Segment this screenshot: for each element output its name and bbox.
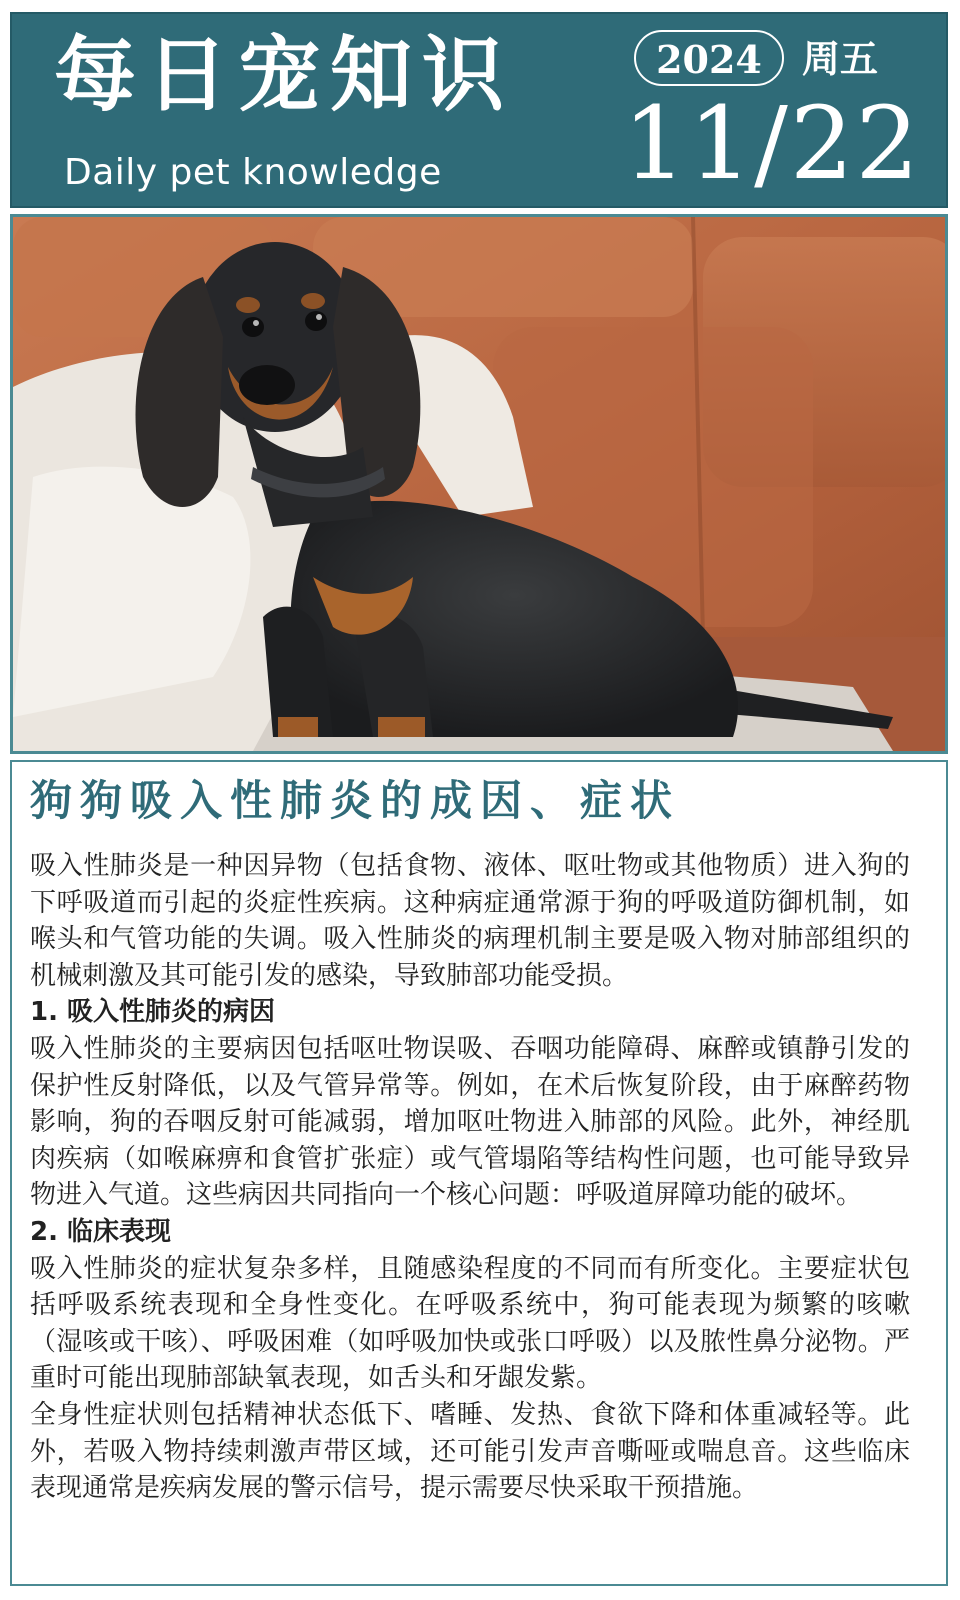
article-panel (10, 760, 948, 1586)
article-body (30, 848, 910, 1507)
dog-photo (10, 214, 948, 754)
year-badge: 2024 (634, 30, 784, 86)
article-title: 狗狗吸入性肺炎的成因、症状 (30, 776, 681, 825)
causes-paragraph: 吸入性肺炎的主要病因包括呕吐物误吸、吞咽功能障碍、麻醉或镇静引发的保护性反射降低，以及气管异常等。例如，在术后恢复阶段，由于麻醉药物影响，狗的吞咽反射可能减弱，增加呕吐物进入肺部的风险。此外，神经肌肉疾病（如喉麻痹和食管扩张症）或气管塌陷等结构性问题，也可能导致异物进入气道。这些病因共同指向一个核心问题：呼吸道屏障功能的破坏。 (30, 1033, 910, 1211)
date-label: 11/22 (622, 85, 922, 202)
dachshund-illustration (13, 217, 945, 751)
weekday-label: 周五 (802, 37, 879, 81)
section-heading-symptoms: 2. 临床表现 (30, 1216, 172, 1247)
section-heading-causes: 1. 吸入性肺炎的病因 (30, 997, 276, 1028)
symptoms-paragraph-2: 全身性症状则包括精神状态低下、嗜睡、发热、食欲下降和体重减轻等。此外，若吸入物持续刺激声带区域，还可能引发声音嘶哑或喘息音。这些临床表现通常是疾病发展的警示信号，提示需要尽快采取干预措施。 (30, 1399, 910, 1504)
intro-paragraph: 吸入性肺炎是一种因异物（包括食物、液体、呕吐物或其他物质）进入狗的下呼吸道而引起的炎症性疾病。这种病症通常源于狗的呼吸道防御机制，如喉头和气管功能的失调。吸入性肺炎的病理机制主要是吸入物对肺部组织的机械刺激及其可能引发的感染，导致肺部功能受损。 (30, 851, 910, 991)
symptoms-paragraph-1: 吸入性肺炎的症状复杂多样，且随感染程度的不同而有所变化。主要症状包括呼吸系统表现和全身性变化。在呼吸系统中，狗可能表现为频繁的咳嗽（湿咳或干咳）、呼吸困难（如呼吸加快或张口呼吸）以及脓性鼻分泌物。严重时可能出现肺部缺氧表现，如舌头和牙龈发紫。 (30, 1253, 910, 1394)
header-title-cn: 每日宠知识 (54, 27, 515, 123)
header-title-en: Daily pet knowledge (64, 152, 442, 193)
header-banner (10, 12, 948, 208)
